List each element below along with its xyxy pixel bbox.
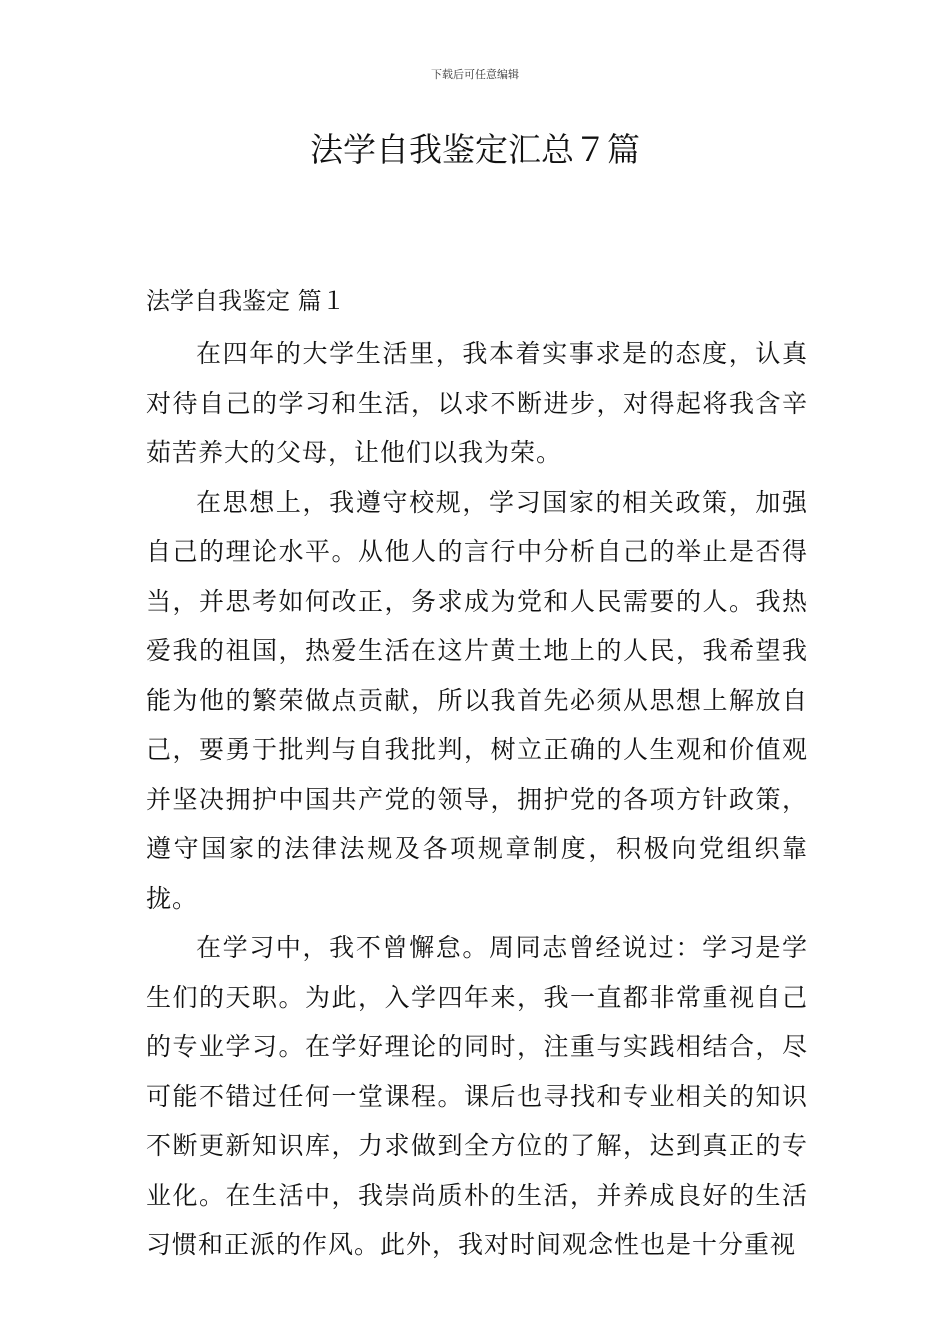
header-note: 下载后可任意编辑 <box>431 68 519 81</box>
paragraph: 在学习中，我不曾懈怠。周同志曾经说过：学习是学生们的天职。为此，入学四年来，我一直都非常重视自己的专业学习。在学好理论的同时，注重与实践相结合，尽可能不错过任何一堂课程。课后也寻找和专业相关的知识不断更新知识库，力求做到全方位的了解，达到真正的专业化。在生活中，我崇尚质朴的生活，并养成良好的生活习惯和正派的作风。此外，我对时间观念性也是十分重视 <box>146 933 808 1259</box>
paragraph: 在四年的大学生活里，我本着实事求是的态度，认真对待自己的学习和生活，以求不断进步，对得起将我含辛茹苦养大的父母，让他们以我为荣。 <box>146 339 808 467</box>
document-title: 法学自我鉴定汇总７篇 <box>310 130 640 169</box>
document-body <box>146 280 808 1270</box>
section-heading: 法学自我鉴定 篇１ <box>146 287 346 315</box>
paragraph: 在思想上，我遵守校规，学习国家的相关政策，加强自己的理论水平。从他人的言行中分析自己的举止是否得当，并思考如何改正，务求成为党和人民需要的人。我热爱我的祖国，热爱生活在这片黄土地上的人民，我希望我能为他的繁荣做点贡献，所以我首先必须从思想上解放自己，要勇于批判与自我批判，树立正确的人生观和价值观并坚决拥护中国共产党的领导，拥护党的各项方针政策，遵守国家的法律法规及各项规章制度，积极向党组织靠拢。 <box>146 487 808 913</box>
